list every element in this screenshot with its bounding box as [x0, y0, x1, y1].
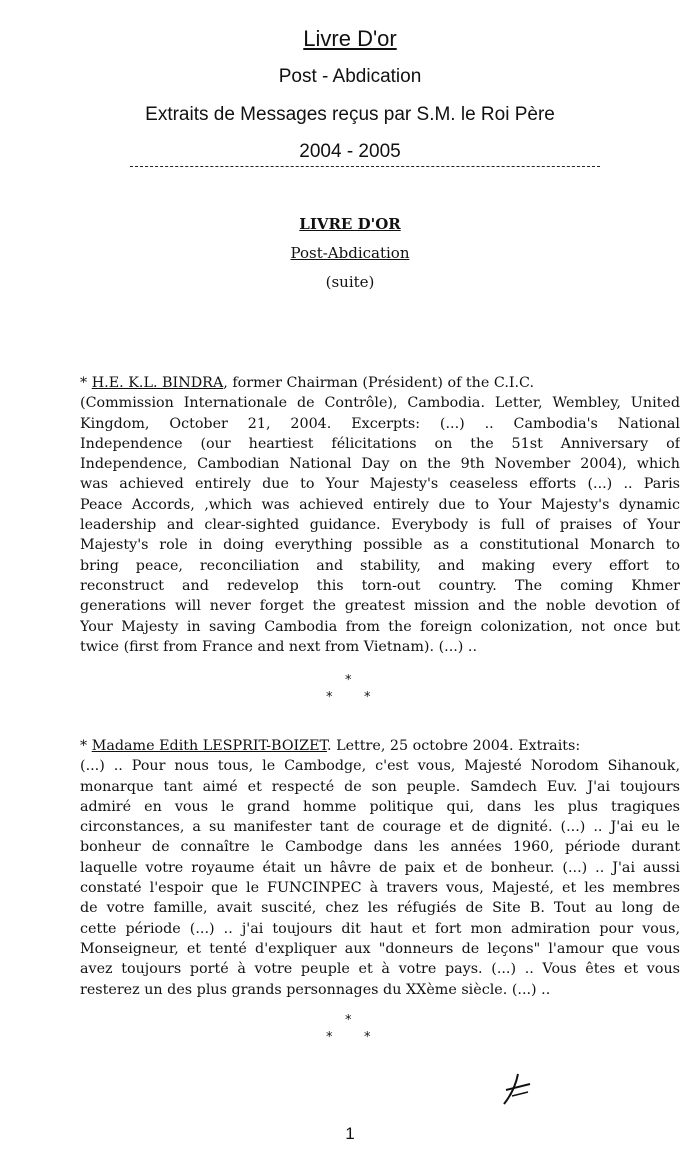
message-bullet: * [80, 375, 88, 391]
section-subtitle: Post-Abdication [290, 244, 410, 262]
message-line: laquelle votre royaume était un hâvre de paix et de bonheur. (...) .. J'ai aussi [80, 859, 680, 876]
document-extracts-line: Extraits de Messages reçus par S.M. le Roi Père [145, 104, 555, 125]
signature-mark [498, 1070, 538, 1110]
message-author-name: H.E. K.L. BINDRA [91, 375, 224, 391]
separator-star: * [364, 690, 371, 705]
dashed-divider [130, 166, 600, 167]
message-line: Independence, Cambodian National Day on the 9th November 2004), which [80, 456, 680, 473]
message-line [80, 373, 680, 393]
message-body [80, 393, 680, 657]
message-line: leadership and clear-sighted guidance. Everybody is full of praises of Your [80, 517, 680, 534]
message-line: generations will never forget the greatest mission and the noble devotion of [80, 598, 680, 615]
document-years: 2004 - 2005 [299, 141, 401, 162]
document-subtitle: Post - Abdication [278, 66, 422, 87]
message-line: (Commission Internationale de Contrôle), Cambodia. Letter, Wembley, United [80, 395, 680, 412]
message-body [80, 756, 680, 1000]
message-line-text: , former Chairman (Président) of the C.I.C. [223, 375, 535, 391]
separator-star: * [345, 1013, 352, 1028]
message-line: Kingdom, October 21, 2004. Excerpts: (...) .. Cambodia's National [80, 415, 680, 432]
message-line-text: . Lettre, 25 octobre 2004. Extraits: [327, 738, 581, 754]
message-entry-lesprit-boizet [80, 736, 680, 1000]
message-line: Peace Accords, ,which was achieved entirely due to Your Majesty's dynamic [80, 496, 680, 513]
separator-star: * [326, 690, 333, 705]
message-line: Majesty's role in doing everything possible as a constitutional Monarch to [80, 537, 680, 554]
message-line: bring peace, reconciliation and stability, and making every effort to [80, 557, 680, 574]
message-line: twice (first from France and next from Vietnam). (...) .. [80, 638, 477, 655]
message-entry-bindra [80, 373, 680, 657]
message-line: admiré en vous le grand homme politique qui, dans les plus tragiques [80, 798, 680, 815]
page-number: 1 [345, 1124, 355, 1143]
message-bullet: * [80, 738, 88, 754]
section-note: (suite) [325, 273, 375, 291]
message-line: Independence (our heartiest félicitations on the 51st Anniversary of [80, 435, 680, 452]
message-line: de votre famille, avait suscité, chez les réfugiés de Site B. Tout au long de [80, 900, 680, 917]
message-line [80, 736, 680, 756]
separator-star: * [326, 1030, 333, 1045]
message-line: avez toujours porté à votre peuple et à votre pays. (...) .. Vous êtes et vous [80, 961, 680, 978]
message-line: bonheur de connaître le Cambodge dans les années 1960, période durant [80, 839, 680, 856]
document-title: Livre D'or [303, 26, 397, 51]
message-line: resterez un des plus grands personnages du XXème siècle. (...) .. [80, 981, 551, 998]
message-line: Monseigneur, et tenté d'expliquer aux "donneurs de leçons" l'amour que vous [80, 940, 680, 957]
message-line: reconstruct and redevelop this torn-out country. The coming Khmer [80, 577, 680, 594]
message-line: cette période (...) .. j'ai toujours dit haut et fort mon admiration pour vous, [80, 920, 680, 937]
message-line: circonstances, a su manifester tant de courage et de dignité. (...) .. J'ai eu le [80, 819, 680, 836]
separator-star: * [364, 1030, 371, 1045]
message-line: was achieved entirely due to Your Majesty's ceaseless efforts (...) .. Paris [80, 476, 680, 493]
message-line: monarque tant aimé et respecté de son peuple. Samdech Euv. J'ai toujours [80, 778, 680, 795]
section-title: LIVRE D'OR [299, 215, 401, 233]
separator-star: * [345, 673, 352, 688]
message-line: constaté l'espoir que le FUNCINPEC à travers vous, Majesté, et les membres [80, 880, 680, 897]
message-line: Your Majesty in saving Cambodia from the foreign colonization, not once but [80, 618, 680, 635]
message-author-name: Madame Edith LESPRIT-BOIZET [91, 738, 327, 754]
message-line: (...) .. Pour nous tous, le Cambodge, c'est vous, Majesté Norodom Sihanouk, [80, 758, 680, 775]
